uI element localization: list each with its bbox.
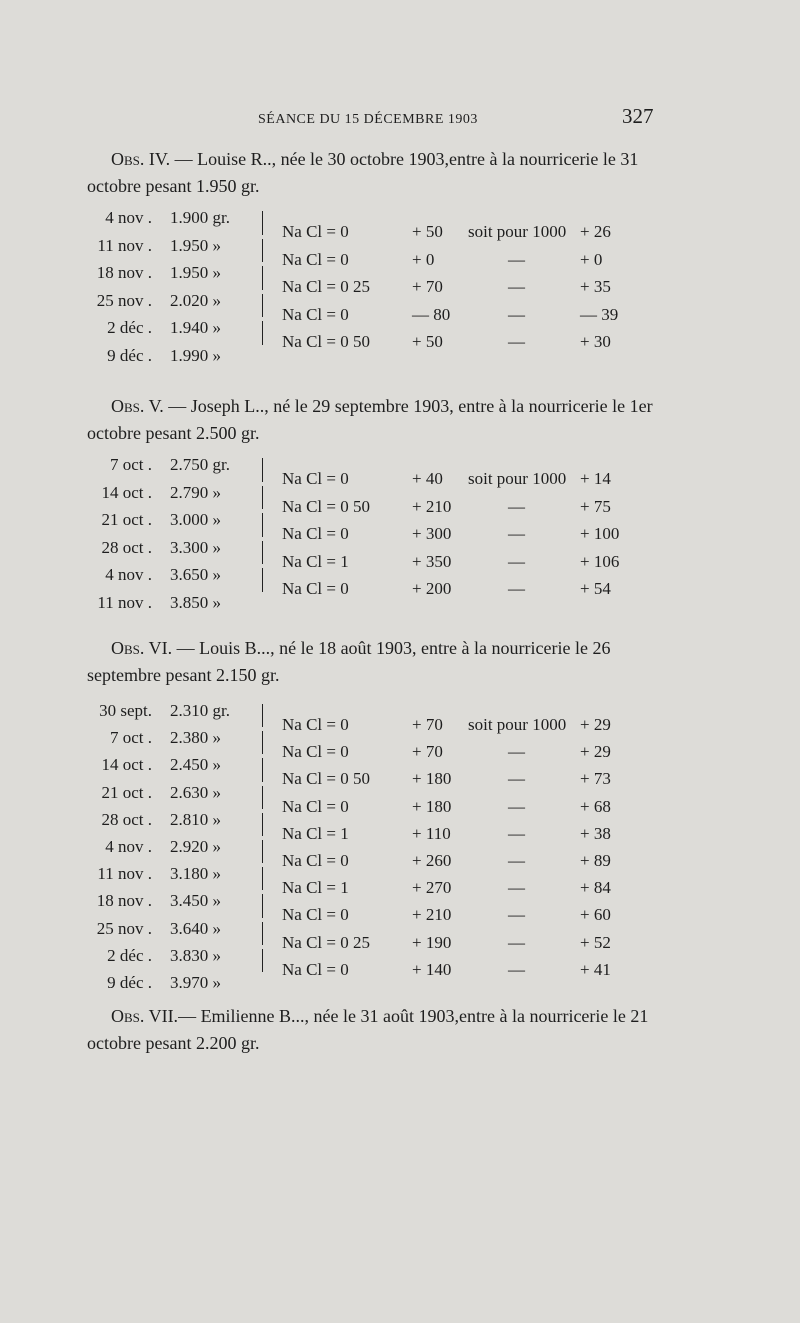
weight-date: 4 nov . bbox=[105, 208, 152, 227]
weight-gain: + 110 bbox=[412, 823, 451, 843]
weight-value: 2.310 gr. bbox=[170, 701, 230, 720]
weight-row bbox=[90, 535, 265, 561]
weight-row bbox=[90, 260, 265, 286]
nacl-dose: Na Cl = 0 bbox=[282, 469, 349, 488]
weight-row bbox=[90, 562, 265, 588]
ratio-label: — bbox=[508, 249, 525, 269]
weight-date: 9 déc . bbox=[107, 973, 152, 992]
nacl-dose: Na Cl = 0 bbox=[282, 579, 349, 598]
bracket-line bbox=[256, 541, 263, 565]
ratio-label: — bbox=[508, 932, 525, 952]
weight-value: 3.640 » bbox=[170, 918, 221, 938]
bracket-line bbox=[256, 731, 263, 754]
weight-date: 11 nov . bbox=[97, 864, 152, 884]
weight-row bbox=[90, 970, 265, 996]
gain-per-1000: + 52 bbox=[580, 932, 611, 952]
weight-value: 2.790 » bbox=[170, 482, 221, 502]
weight-date: 25 nov . bbox=[96, 918, 152, 938]
weight-row bbox=[90, 288, 265, 314]
weight-gain: + 270 bbox=[412, 878, 452, 898]
bracket-line bbox=[256, 867, 263, 890]
weight-row bbox=[90, 590, 265, 616]
weight-date: 9 déc . bbox=[107, 345, 152, 365]
bracket-line bbox=[256, 949, 263, 972]
ratio-label: — bbox=[508, 878, 525, 898]
ratio-label: — bbox=[508, 579, 525, 598]
nacl-dose: Na Cl = 0 bbox=[282, 222, 349, 241]
gain-per-1000: + 68 bbox=[580, 796, 611, 816]
bracket-line bbox=[256, 704, 263, 727]
weight-gain: + 70 bbox=[412, 277, 443, 296]
ratio-label: soit pour 1000 bbox=[468, 715, 567, 734]
weight-gain: + 200 bbox=[412, 579, 452, 598]
weight-date: 18 nov . bbox=[96, 263, 152, 282]
weight-gain: — 80 bbox=[412, 304, 451, 324]
bracket-line bbox=[256, 840, 263, 863]
result-row bbox=[282, 793, 642, 820]
gain-per-1000: + 26 bbox=[580, 222, 611, 241]
weight-value: 3.450 » bbox=[170, 891, 221, 911]
result-row bbox=[282, 956, 642, 983]
weight-value: 1.950 » bbox=[170, 235, 221, 255]
weight-gain: + 70 bbox=[412, 715, 443, 734]
gain-per-1000: + 60 bbox=[580, 905, 611, 925]
ratio-label: — bbox=[508, 304, 525, 324]
result-row bbox=[282, 738, 642, 765]
ratio-label: — bbox=[508, 524, 525, 543]
weight-row bbox=[90, 205, 265, 231]
weight-gain: + 70 bbox=[412, 742, 443, 762]
weight-gain: + 50 bbox=[412, 222, 443, 241]
weight-row bbox=[90, 343, 265, 369]
bracket-line bbox=[256, 568, 263, 592]
weight-value: 1.900 gr. bbox=[170, 208, 230, 227]
gain-per-1000: + 73 bbox=[580, 769, 611, 789]
weight-date: 28 oct . bbox=[101, 537, 152, 557]
result-row bbox=[282, 246, 642, 273]
weight-date: 21 oct . bbox=[101, 510, 152, 529]
gain-per-1000: + 106 bbox=[580, 551, 620, 571]
gain-per-1000: + 29 bbox=[580, 742, 611, 762]
obs6-text: — Louis B..., né le 18 août 1903, entre à la nourricerie le 26 septembre pesant 2.150 gr. bbox=[87, 638, 611, 685]
bracket-line bbox=[256, 321, 263, 345]
gain-per-1000: + 100 bbox=[580, 524, 620, 543]
weight-gain: + 350 bbox=[412, 551, 452, 571]
gain-per-1000: + 54 bbox=[580, 579, 611, 598]
result-row bbox=[282, 493, 642, 520]
weight-value: 3.000 » bbox=[170, 510, 221, 529]
weight-date: 2 déc . bbox=[107, 945, 152, 965]
nacl-dose: Na Cl = 0 bbox=[282, 304, 349, 324]
obs4-text: — Louise R.., née le 30 octobre 1903,entre à la nourricerie le 31 octobre pesant 1.950 gr. bbox=[87, 149, 639, 196]
weight-date: 30 sept. bbox=[99, 701, 152, 720]
weight-gain: + 180 bbox=[412, 769, 452, 789]
weight-row bbox=[90, 916, 265, 942]
nacl-dose: Na Cl = 0 bbox=[282, 959, 349, 979]
result-row bbox=[282, 847, 642, 874]
gain-per-1000: + 30 bbox=[580, 332, 611, 351]
weight-date: 4 nov . bbox=[105, 837, 152, 856]
gain-per-1000: + 14 bbox=[580, 469, 611, 488]
obs4-label: Obs. IV. bbox=[111, 149, 171, 169]
weight-row bbox=[90, 943, 265, 969]
bracket-line bbox=[256, 239, 263, 263]
ratio-label: — bbox=[508, 796, 525, 816]
weight-date: 28 oct . bbox=[101, 809, 152, 829]
weight-date: 11 nov . bbox=[97, 235, 152, 255]
weight-row bbox=[90, 233, 265, 259]
weight-date: 7 oct . bbox=[109, 455, 152, 474]
weight-date: 14 oct . bbox=[101, 755, 152, 775]
weight-row bbox=[90, 725, 265, 751]
bracket-line bbox=[256, 294, 263, 318]
gain-per-1000: + 75 bbox=[580, 496, 611, 516]
ratio-label: — bbox=[508, 551, 525, 571]
result-row bbox=[282, 301, 642, 328]
obs6-label: Obs. VI. bbox=[111, 638, 173, 658]
nacl-dose: Na Cl = 0 bbox=[282, 524, 349, 543]
bracket-line bbox=[256, 922, 263, 945]
nacl-dose: Na Cl = 1 bbox=[282, 551, 349, 571]
result-row bbox=[282, 575, 642, 602]
ratio-label: soit pour 1000 bbox=[468, 222, 567, 241]
bracket-line bbox=[256, 513, 263, 537]
result-row bbox=[282, 901, 642, 928]
ratio-label: — bbox=[508, 851, 525, 870]
weight-value: 3.650 » bbox=[170, 565, 221, 584]
weight-gain: + 210 bbox=[412, 496, 452, 516]
ratio-label: — bbox=[508, 823, 525, 843]
ratio-label: — bbox=[508, 769, 525, 789]
ratio-label: — bbox=[508, 742, 525, 762]
weight-row bbox=[90, 452, 265, 478]
obs5-label: Obs. V. bbox=[111, 396, 164, 416]
nacl-dose: Na Cl = 0 bbox=[282, 715, 349, 734]
nacl-dose: Na Cl = 1 bbox=[282, 823, 349, 843]
weight-row bbox=[90, 698, 265, 724]
weight-date: 11 nov . bbox=[97, 592, 152, 612]
weight-row bbox=[90, 888, 265, 914]
result-row bbox=[282, 218, 642, 245]
bracket-line bbox=[256, 486, 263, 510]
nacl-dose: Na Cl = 0 50 bbox=[282, 496, 370, 516]
weight-gain: + 210 bbox=[412, 905, 452, 925]
weight-date: 4 nov . bbox=[105, 565, 152, 584]
ratio-label: — bbox=[508, 959, 525, 979]
weight-value: 2.920 » bbox=[170, 837, 221, 856]
nacl-dose: Na Cl = 1 bbox=[282, 878, 349, 898]
ratio-label: — bbox=[508, 332, 525, 351]
nacl-dose: Na Cl = 0 bbox=[282, 905, 349, 925]
weight-gain: + 300 bbox=[412, 524, 452, 543]
weight-value: 2.810 » bbox=[170, 809, 221, 829]
result-row bbox=[282, 273, 642, 300]
running-title: SÉANCE DU 15 DÉCEMBRE 1903 bbox=[258, 112, 478, 127]
gain-per-1000: — 39 bbox=[580, 304, 619, 324]
bracket-line bbox=[256, 786, 263, 809]
bracket-line bbox=[256, 894, 263, 917]
obs4-paragraph bbox=[87, 146, 667, 200]
result-row bbox=[282, 520, 642, 547]
weight-date: 14 oct . bbox=[101, 482, 152, 502]
bracket-line bbox=[256, 758, 263, 781]
nacl-dose: Na Cl = 0 bbox=[282, 851, 349, 870]
obs7-label: Obs. VII. bbox=[111, 1006, 179, 1026]
ratio-label: soit pour 1000 bbox=[468, 469, 567, 488]
weight-value: 3.830 » bbox=[170, 945, 221, 965]
nacl-dose: Na Cl = 0 25 bbox=[282, 932, 370, 952]
gain-per-1000: + 29 bbox=[580, 715, 611, 734]
weight-value: 1.990 » bbox=[170, 345, 221, 365]
bracket-line bbox=[256, 211, 263, 235]
result-row bbox=[282, 328, 642, 355]
bracket-line bbox=[256, 458, 263, 482]
weight-row bbox=[90, 834, 265, 860]
weight-date: 25 nov . bbox=[96, 290, 152, 310]
nacl-dose: Na Cl = 0 25 bbox=[282, 277, 370, 296]
obs7-paragraph bbox=[87, 1003, 667, 1057]
bracket-line bbox=[256, 813, 263, 836]
page-number: 327 bbox=[622, 104, 654, 128]
nacl-dose: Na Cl = 0 bbox=[282, 249, 349, 269]
obs5-text: — Joseph L.., né le 29 septembre 1903, entre à la nourricerie le 1er octobre pesant 2.500 gr. bbox=[87, 396, 653, 443]
result-row bbox=[282, 765, 642, 792]
result-row bbox=[282, 465, 642, 492]
weight-value: 2.630 » bbox=[170, 782, 221, 802]
weight-date: 7 oct . bbox=[109, 728, 152, 748]
page-header bbox=[0, 104, 800, 134]
gain-per-1000: + 89 bbox=[580, 851, 611, 870]
obs5-paragraph bbox=[87, 393, 667, 447]
weight-value: 1.940 » bbox=[170, 318, 221, 337]
weight-gain: + 190 bbox=[412, 932, 452, 952]
gain-per-1000: + 35 bbox=[580, 277, 611, 296]
weight-row bbox=[90, 807, 265, 833]
nacl-dose: Na Cl = 0 bbox=[282, 796, 349, 816]
result-row bbox=[282, 820, 642, 847]
weight-value: 2.750 gr. bbox=[170, 455, 230, 474]
ratio-label: — bbox=[508, 905, 525, 925]
ratio-label: — bbox=[508, 277, 525, 296]
weight-value: 1.950 » bbox=[170, 263, 221, 282]
weight-value: 3.970 » bbox=[170, 973, 221, 992]
bracket-line bbox=[256, 266, 263, 290]
obs7-text: — Emilienne B..., née le 31 août 1903,entre à la nourricerie le 21 octobre pesant 2.200 gr. bbox=[87, 1006, 649, 1053]
weight-row bbox=[90, 861, 265, 887]
weight-value: 3.300 » bbox=[170, 537, 221, 557]
weight-value: 2.450 » bbox=[170, 755, 221, 775]
weight-gain: + 260 bbox=[412, 851, 452, 870]
gain-per-1000: + 84 bbox=[580, 878, 611, 898]
weight-row bbox=[90, 752, 265, 778]
gain-per-1000: + 38 bbox=[580, 823, 611, 843]
weight-row bbox=[90, 507, 265, 533]
weight-value: 2.020 » bbox=[170, 290, 221, 310]
result-row bbox=[282, 929, 642, 956]
weight-gain: + 140 bbox=[412, 959, 452, 979]
ratio-label: — bbox=[508, 496, 525, 516]
result-row bbox=[282, 874, 642, 901]
result-row bbox=[282, 548, 642, 575]
weight-gain: + 40 bbox=[412, 469, 443, 488]
nacl-dose: Na Cl = 0 50 bbox=[282, 332, 370, 351]
weight-date: 18 nov . bbox=[96, 891, 152, 911]
gain-per-1000: + 41 bbox=[580, 959, 611, 979]
weight-row bbox=[90, 480, 265, 506]
weight-gain: + 50 bbox=[412, 332, 443, 351]
result-row bbox=[282, 711, 642, 738]
nacl-dose: Na Cl = 0 50 bbox=[282, 769, 370, 789]
weight-value: 3.850 » bbox=[170, 592, 221, 612]
weight-gain: + 0 bbox=[412, 249, 435, 269]
weight-value: 3.180 » bbox=[170, 864, 221, 884]
obs6-paragraph bbox=[87, 635, 667, 689]
gain-per-1000: + 0 bbox=[580, 249, 603, 269]
weight-date: 21 oct . bbox=[101, 782, 152, 802]
weight-value: 2.380 » bbox=[170, 728, 221, 748]
weight-gain: + 180 bbox=[412, 796, 452, 816]
weight-date: 2 déc . bbox=[107, 318, 152, 337]
weight-row bbox=[90, 315, 265, 341]
weight-row bbox=[90, 780, 265, 806]
nacl-dose: Na Cl = 0 bbox=[282, 742, 349, 762]
